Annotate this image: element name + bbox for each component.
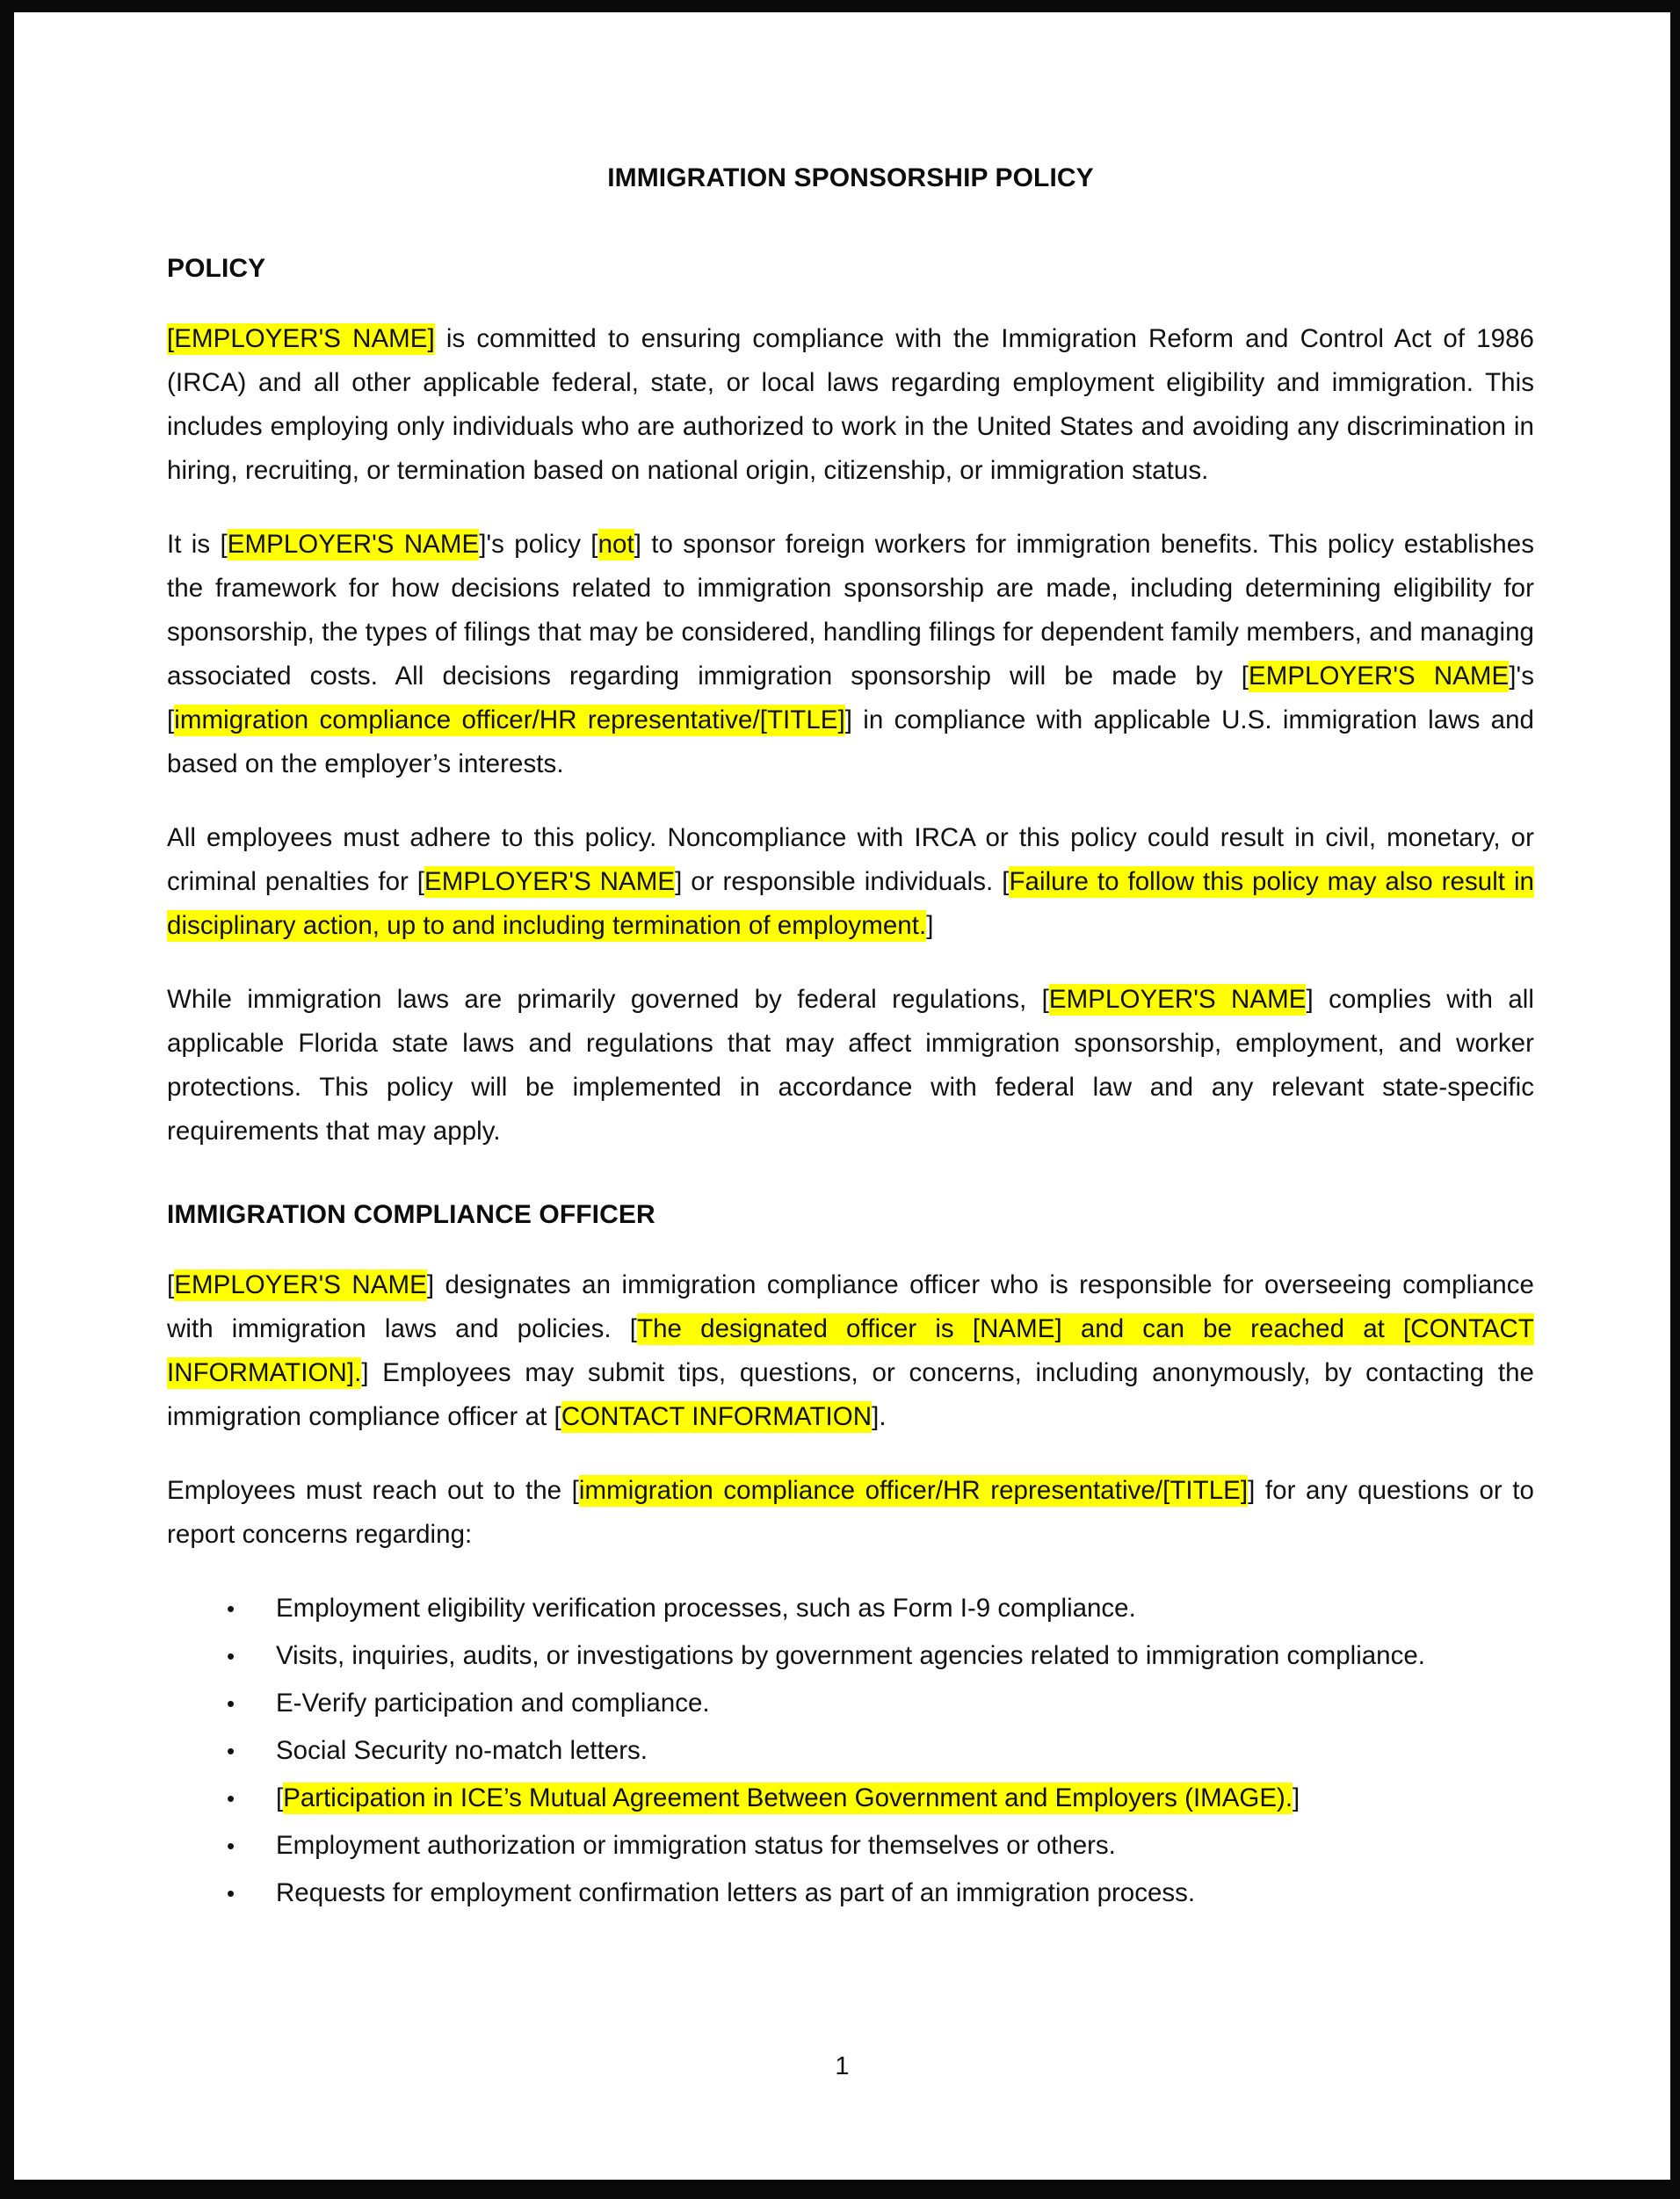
bullet-dot-icon: • [227,1642,235,1669]
placeholder-employer-name: EMPLOYER'S NAME [1048,984,1307,1014]
page-sheet [14,12,1670,2180]
list-item-label: Visits, inquiries, audits, or investigations by government agencies related to immigration compliance. [276,1640,1425,1670]
placeholder-not: not [597,529,634,559]
placeholder-employer-name: EMPLOYER'S NAME [424,866,676,896]
bullet-dot-icon: • [227,1737,235,1764]
list-item-label: E-Verify participation and compliance. [276,1688,710,1718]
optional-clause-designated-officer: The designated officer is [NAME] and can be reached at [CONTACT INFORMATION]. [167,1313,1534,1387]
document-title: IMMIGRATION SPONSORSHIP POLICY [607,163,1094,192]
placeholder-employer-name: EMPLOYER'S NAME [174,1269,427,1299]
optional-clause-ice-image: Participation in ICE’s Mutual Agreement Between Government and Employers (IMAGE). [283,1783,1293,1812]
list-item-label: Social Security no-match letters. [276,1735,648,1765]
bullet-dot-icon: • [227,1832,235,1859]
bullet-dot-icon: • [227,1689,235,1717]
document-body [167,162,1534,1919]
co-p1-text-1: [ [167,1269,175,1299]
policy-paragraph-2 [167,523,1534,786]
placeholder-compliance-officer-title: immigration compliance officer/HR representative/[TITLE] [578,1475,1249,1505]
bullet-dot-icon: • [227,1879,235,1906]
list-item [167,1824,1534,1868]
placeholder-employer-name: EMPLOYER'S NAME [1248,661,1510,691]
policy-p2-text-5: ] in compliance with applicable U.S. immigration laws and based on the employer’s interests. [167,705,1534,778]
policy-paragraph-1 [167,317,1534,493]
placeholder-employer-name: EMPLOYER'S NAME [227,529,480,559]
policy-paragraph-1-text: is committed to ensuring compliance with the Immigration Reform and Control Act of 1986 (IRCA) and all other applicable federal, state, or local laws regarding employment eligibility and immigration. This includes employing only individuals who are authorized to work in the United States and avoiding any discrimination in hiring, recruiting, or termination based on national origin, citizenship, or immigration status. [167,323,1534,485]
compliance-officer-paragraph-1 [167,1263,1534,1439]
policy-p2-text-1: It is [ [167,529,228,559]
policy-p3-text-2: ] or responsible individuals. [ [675,866,1010,896]
list-item-label: Employment authorization or immigration status for themselves or others. [276,1830,1116,1860]
policy-p4-text-2: ] complies with all applicable Florida state laws and regulations that may affect immigration sponsorship, employment, and worker protections. This policy will be implemented in accordance with federal law and any relevant state-specific requirements that may apply. [167,984,1534,1146]
co-p2-text-2: ] for any questions or to report concerns regarding: [167,1475,1534,1549]
list-item-highlighted [167,1776,1534,1820]
policy-p4-text-1: While immigration laws are primarily governed by federal regulations, [ [167,984,1049,1014]
list-item-bracket-close: ] [1293,1783,1300,1812]
list-item-bracket-open: [ [276,1783,284,1812]
compliance-topics-list [167,1587,1534,1915]
policy-paragraph-3 [167,816,1534,948]
list-item [167,1871,1534,1915]
placeholder-employer-name: [EMPLOYER'S NAME] [167,323,435,353]
list-item-label: Employment eligibility verification processes, such as Form I-9 compliance. [276,1593,1136,1623]
optional-clause-disciplinary-action: Failure to follow this policy may also result in disciplinary action, up to and including termination of employment. [167,866,1535,940]
list-item [167,1682,1534,1725]
policy-p3-text-1: All employees must adhere to this policy. Noncompliance with IRCA or this policy could result in civil, monetary, or criminal penalties for [ [167,822,1534,896]
co-p1-text-4: ]. [872,1401,887,1431]
bullet-dot-icon: • [227,1595,235,1622]
list-item [167,1729,1534,1773]
policy-p2-text-3: ] to sponsor foreign workers for immigration benefits. This policy establishes the framework for how decisions related to immigration sponsorship are made, including determining eligibility for sponsorship, the types of filings that may be considered, handling filings for dependent family members, and managing associated costs. All decisions regarding immigration sponsorship will be made by [ [167,529,1535,691]
list-item-label: Requests for employment confirmation letters as part of an immigration process. [276,1877,1196,1907]
compliance-officer-paragraph-2 [167,1469,1534,1557]
bullet-dot-icon: • [227,1784,235,1812]
page-number: 1 [835,2052,850,2080]
co-p1-text-2: ] designates an immigration compliance officer who is responsible for overseeing compliance with immigration laws and policies. [ [167,1269,1534,1343]
placeholder-compliance-officer-title: immigration compliance officer/HR representative/[TITLE] [174,705,845,734]
section-heading-policy: POLICY [167,253,266,283]
policy-p3-text-3: ] [926,910,934,940]
placeholder-contact-information: CONTACT INFORMATION [561,1401,873,1431]
policy-paragraph-4 [167,978,1534,1154]
co-p2-text-1: Employees must reach out to the [ [167,1475,579,1505]
list-item [167,1634,1534,1678]
policy-p2-text-2: ]'s policy [ [479,529,598,559]
co-p1-text-3: ] Employees may submit tips, questions, or concerns, including anonymously, by contacting the immigration compliance officer at [ [167,1357,1534,1431]
section-heading-immigration-compliance-officer: IMMIGRATION COMPLIANCE OFFICER [167,1199,655,1229]
policy-p2-text-4: ]'s [ [167,661,1534,734]
list-item [167,1587,1534,1631]
